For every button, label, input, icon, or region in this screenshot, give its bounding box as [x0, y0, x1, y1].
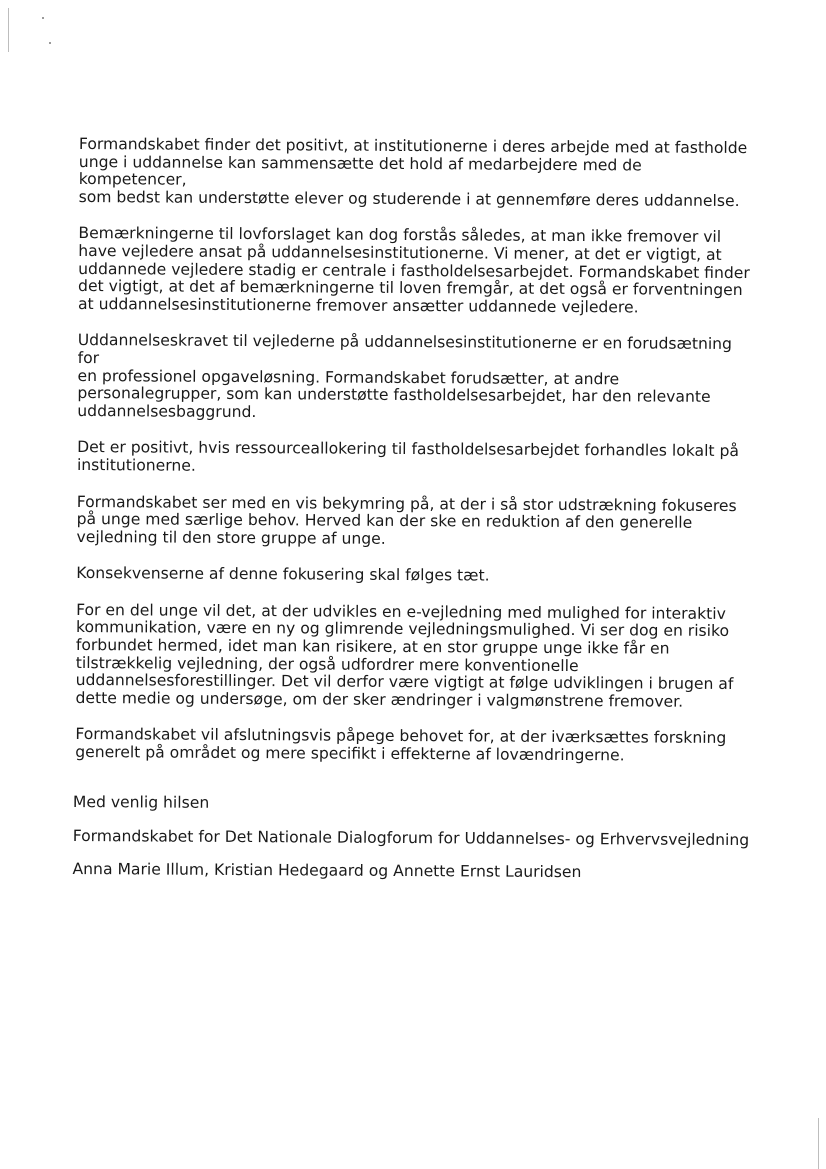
paragraph: Det er positivt, hvis ressourceallokering til fastholdelsesarbejdet forhandles lokalt på institutionerne. [76, 438, 740, 475]
letter-closing [72, 794, 763, 899]
paragraph: Konsekvenserne af denne fokusering skal følges tæt. [76, 564, 490, 585]
scan-speck [49, 42, 51, 44]
scan-speck [42, 17, 44, 19]
paragraph: Formandskabet vil afslutningsvis påpege behovet for, at der iværksættes forskning generelt på området og mere specifikt i effekterne af lovændringerne. [75, 725, 727, 765]
scan-edge-mark [818, 1118, 819, 1169]
letter-body [75, 136, 754, 785]
paragraph: Bemærkningerne til lovforslaget kan dog forstås således, at man ikke fremover vil have vejledere ansat på uddannelsesinstitutionerne. Vi mener, at det er vigtigt, at uddannede vejledere stadig er centrale i fastholdelsesarbejdet. Formandskabet finder det vigtigt, at det af bemærkningerne til loven fremgår, at det også er forventningen at uddannelsesinstitutionerne fremover ansætter uddannede vejledere. [77, 224, 750, 317]
closing-organization: Formandskabet for Det Nationale Dialogforum for Uddannelses- og Erhvervsvejledning [72, 826, 750, 849]
closing-signatories: Anna Marie Illum, Kristian Hedegaard og Annette Ernst Lauridsen [72, 860, 582, 882]
paragraph: Uddannelseskravet til vejlederne på uddannelsesinstitutionerne er en forudsætning for en professionel opgaveløsning. Formandskabet forudsætter, at andre personalegrupper, som kan understøtte fastholdelsesarbejdet, har den relevante uddannelsesbaggrund. [77, 331, 733, 421]
paragraph: Formandskabet finder det positivt, at institutionerne i deres arbejde med at fastholde unge i uddannelse kan sammensætte det hold af medarbejdere med de kompetencer, som bedst kan understøtte elever og studerende i at gennemføre deres uddannelse. [78, 135, 748, 210]
paragraph: For en del unge vil det, at der udvikles en e-vejledning med mulighed for interaktiv kommunikation, være en ny og glimrende vejledningsmulighed. Vi ser dog en risiko forbundet hermed, idet man kan risikere, at en stor gruppe unge ikke får en tilstrækkelig vejledning, der også udfordrer mere konventionelle uddannelsesforestillinger. Det vil derfor være vigtigt at følge udviklingen i brugen af dette medie og undersøge, om der sker ændringer i valgmønstrene fremover. [75, 600, 734, 711]
scan-edge-mark [8, 8, 9, 52]
closing-greeting: Med venlig hilsen [72, 793, 210, 812]
paragraph: Formandskabet ser med en vis bekymring på, at der i så stor udstrækning fokuseres på unge med særlige behov. Herved kan der ske en reduktion af den generelle vejledning til den store gruppe af unge. [76, 492, 737, 548]
